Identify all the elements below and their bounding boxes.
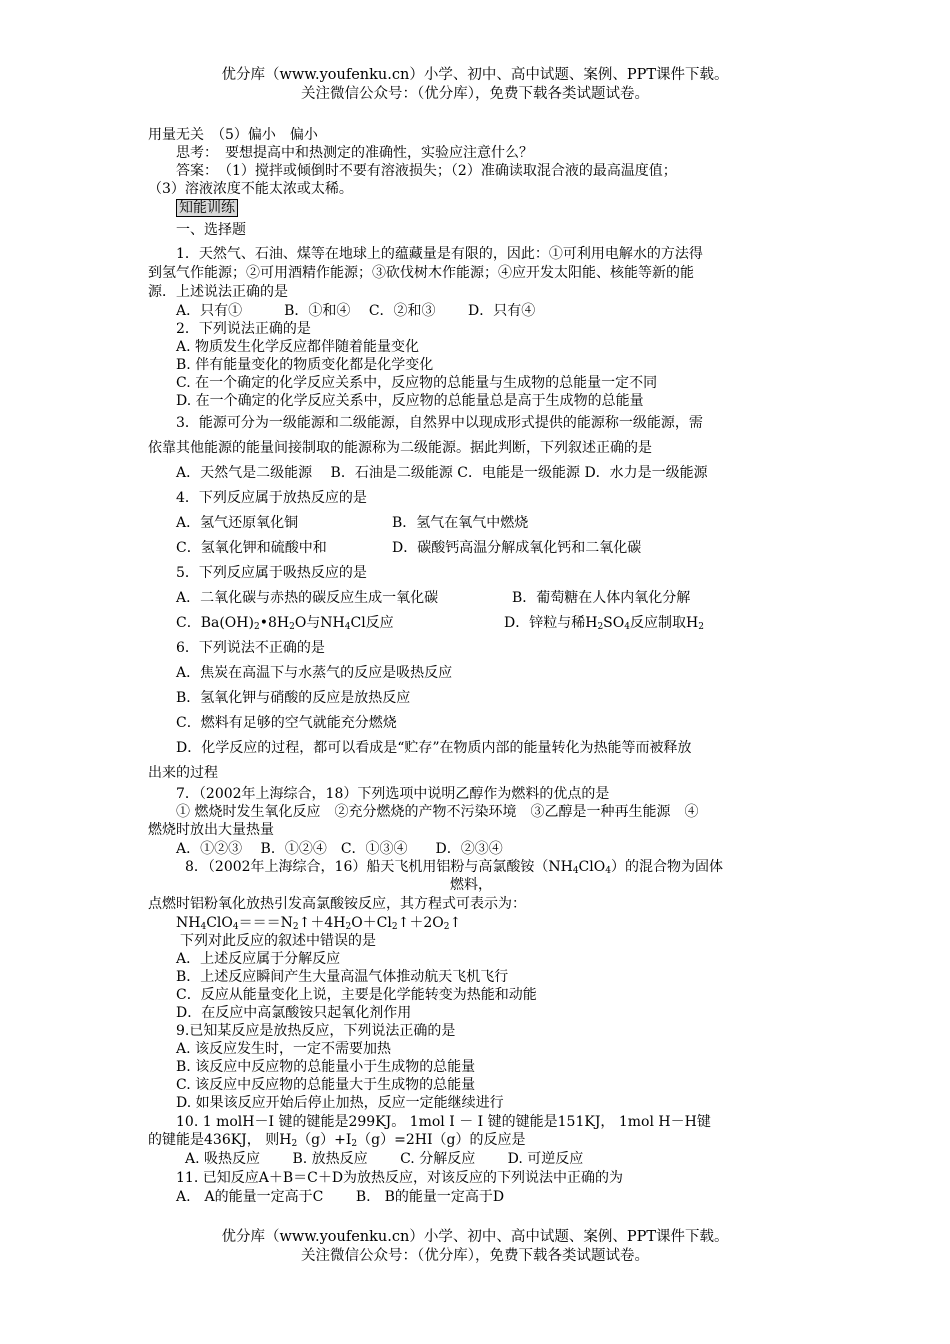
q9-option-b: B. 该反应中反应物的总能量小于生成物的总能量 (176, 1059, 476, 1075)
q8-line-2: 燃料， (450, 877, 492, 893)
q6-option-d-line-1: D．化学反应的过程，都可以看成是“贮存”在物质内部的能量转化为热能等而被释放 (176, 740, 692, 756)
q10-l2-text-1: 的键能是436KJ， 则H (148, 1132, 292, 1148)
q8-eq-text-3: ＝＝＝N (238, 915, 293, 931)
footer-line-2: 关注微信公众号：（优分库），免费下载各类试题试卷。 (301, 1248, 649, 1264)
q8-option-c: C．反应从能量变化上说，主要是化学能转变为热能和动能 (176, 987, 537, 1003)
q8-l1-sub-1: 4 (572, 866, 579, 876)
think-question: 思考： 要想提高中和热测定的准确性，实验应注意什么？ (176, 145, 533, 161)
section-title (176, 199, 238, 217)
header-line-2: 关注微信公众号：（优分库），免费下载各类试题试卷。 (301, 86, 649, 102)
q8-line-1 (185, 858, 723, 876)
q7-line-2: ① 燃烧时发生氧化反应 ②充分燃烧的产物不污染环境 ③乙醇是一种再生能源 ④ (176, 804, 699, 820)
q8-equation (176, 914, 461, 932)
q11-options: A. A的能量一定高于C B. B的能量一定高于D (176, 1189, 505, 1205)
subsection-title: 一、选择题 (176, 222, 246, 238)
q6-option-a: A．焦炭在高温下与水蒸气的反应是吸热反应 (176, 665, 453, 681)
q3-line-2: 依靠其他能源的能量间接制取的能源称为二级能源。据此判断，下列叙述正确的是 (148, 440, 652, 456)
q10-l2-text-3: （g）=2HI（g）的反应是 (357, 1132, 526, 1148)
q3-line-1: 3．能源可分为一级能源和二级能源，自然界中以现成形式提供的能源称一级能源，需 (176, 415, 703, 431)
q8-eq-sub-2: 4 (232, 922, 239, 932)
q5-option-d (504, 614, 704, 632)
q6-option-d-line-2: 出来的过程 (148, 765, 218, 781)
q2-option-b: B. 伴有能量变化的物质变化都是化学变化 (176, 357, 434, 373)
q4-option-c: C．氢氧化钾和硫酸中和 (176, 540, 327, 556)
page-header (0, 66, 950, 104)
q7-line-3: 燃烧时放出大量热量 (148, 822, 274, 838)
q4-option-a: A．氢气还原氧化铜 (176, 515, 299, 531)
q10-line-1: 10. 1 molH－I 键的键能是299KJ。 1mol I － I 键的键能是151KJ， 1mol H－H键 (176, 1114, 711, 1130)
q1-line-3: 源．上述说法正确的是 (148, 284, 288, 300)
q8-stem: 下列对此反应的叙述中错误的是 (180, 933, 376, 949)
q2-option-c: C. 在一个确定的化学反应关系中，反应物的总能量与生成物的总能量一定不同 (176, 375, 658, 391)
q10-l2-sub-2: 2 (351, 1139, 358, 1149)
q8-l1-sub-2: 4 (605, 866, 611, 876)
q8-option-a: A．上述反应属于分解反应 (176, 951, 341, 967)
q5-c-text-4: Cl反应 (350, 615, 394, 631)
page-footer (0, 1228, 950, 1266)
q5-d-sub-1: 2 (597, 622, 604, 632)
q5-c-text-1: C．Ba(OH) (176, 615, 254, 631)
q1-options: A．只有① B．①和④ C．②和③ D．只有④ (176, 303, 536, 319)
q5-option-b: B．葡萄糖在人体内氧化分解 (512, 590, 691, 606)
q9-option-a: A. 该反应发生时，一定不需要加热 (176, 1041, 392, 1057)
q8-l1-text-1: 8．（2002年上海综合，16）船天飞机用铝粉与高氯酸铵（NH (185, 859, 573, 875)
q10-options: A. 吸热反应 B. 放热反应 C. 分解反应 D. 可逆反应 (185, 1151, 584, 1167)
q8-eq-sub-3: 2 (292, 922, 299, 932)
q4-option-b: B．氢气在氧气中燃烧 (392, 515, 529, 531)
q3-options: A．天然气是二级能源 B．石油是二级能源 C．电能是一级能源 D．水力是一级能源 (176, 465, 708, 481)
q8-eq-text-5: O＋Cl (351, 915, 392, 931)
q5-option-c (176, 614, 394, 632)
header-line-1: 优分库（www.youfenku.cn）小学、初中、高中试题、案例、PPT课件下载。 (221, 67, 729, 83)
answer-line-2: （3）溶液浓度不能太浓或太稀。 (148, 181, 353, 197)
q5-c-text-3: O与NH (294, 615, 345, 631)
q8-l1-text-2: ClO (578, 859, 606, 875)
q4-stem: 4．下列反应属于放热反应的是 (176, 490, 367, 506)
q5-d-sub-3: 2 (698, 622, 704, 632)
q9-option-c: C. 该反应中反应物的总能量大于生成物的总能量 (176, 1077, 476, 1093)
section-title-label: 知能训练 (176, 199, 238, 217)
q6-option-b: B．氢氧化钾与硝酸的反应是放热反应 (176, 690, 411, 706)
q1-line-2: 到氢气作能源；②可用酒精作能源；③砍伐树木作能源；④应开发太阳能、核能等新的能 (148, 265, 694, 281)
q5-option-a: A．二氧化碳与赤热的碳反应生成一氧化碳 (176, 590, 439, 606)
q8-eq-text-1: NH (176, 915, 201, 931)
q8-eq-text-4: ↑＋4H (298, 915, 346, 931)
q5-c-text-2: •8H (259, 615, 290, 631)
q8-l1-text-3: ）的混合物为固体 (610, 859, 723, 875)
q5-d-text-1: D．锌粒与稀H (504, 615, 598, 631)
q7-stem: 7．（2002年上海综合，18）下列选项中说明乙醇作为燃料的优点的是 (176, 786, 610, 802)
q10-line-2 (148, 1131, 525, 1149)
q8-eq-sub-6: 2 (443, 922, 450, 932)
q9-stem: 9.已知某反应是放热反应，下列说法正确的是 (176, 1023, 456, 1039)
q6-option-c: C．燃料有足够的空气就能充分燃烧 (176, 715, 397, 731)
q5-c-sub-1: 2 (253, 622, 260, 632)
q7-options: A．①②③ B．①②④ C．①③④ D．②③④ (176, 841, 503, 857)
q2-option-d: D. 在一个确定的化学反应关系中，反应物的总能量总是高于生成物的总能量 (176, 393, 644, 409)
q5-stem: 5．下列反应属于吸热反应的是 (176, 565, 367, 581)
q5-d-text-2: SO (603, 615, 625, 631)
q5-c-sub-2: 2 (289, 622, 295, 632)
q2-option-a: A. 物质发生化学反应都伴随着能量变化 (176, 339, 420, 355)
q8-eq-text-2: ClO (206, 915, 233, 931)
q8-eq-sub-1: 4 (200, 922, 207, 932)
q10-l2-sub-1: 2 (291, 1139, 298, 1149)
q10-l2-text-2: （g）+I (297, 1132, 352, 1148)
q11-stem: 11. 已知反应A＋B＝C＋D为放热反应，对该反应的下列说法中正确的为 (176, 1170, 624, 1186)
q6-stem: 6．下列说法不正确的是 (176, 640, 325, 656)
q2-stem: 2．下列说法正确的是 (176, 321, 311, 337)
q5-d-sub-2: 4 (624, 622, 630, 632)
q5-c-sub-3: 4 (344, 622, 351, 632)
q4-option-d: D．碳酸钙高温分解成氧化钙和二氧化碳 (392, 540, 642, 556)
q9-option-d: D. 如果该反应开始后停止加热，反应一定能继续进行 (176, 1095, 504, 1111)
q8-eq-text-6: ↑＋2O (397, 915, 444, 931)
q8-eq-sub-5: 2 (391, 922, 398, 932)
answer-line-1: 答案： （1）搅拌或倾倒时不要有溶液损失；（2）准确读取混合液的最高温度值； (176, 163, 677, 179)
q8-eq-text-7: ↑ (449, 915, 462, 931)
footer-line-1: 优分库（www.youfenku.cn）小学、初中、高中试题、案例、PPT课件下载。 (221, 1229, 729, 1245)
q8-option-d: D．在反应中高氯酸铵只起氧化剂作用 (176, 1005, 412, 1021)
q5-d-text-3: 反应制取H (629, 615, 699, 631)
q8-line-3: 点燃时铝粉氧化放热引发高氯酸铵反应，其方程式可表示为： (148, 896, 526, 912)
q8-option-b: B．上述反应瞬间产生大量高温气体推动航天飞机飞行 (176, 969, 509, 985)
q8-eq-sub-4: 2 (345, 922, 352, 932)
prev-answer-tail: 用量无关 （5）偏小 偏小 (148, 127, 318, 143)
q1-line-1: 1．天然气、石油、煤等在地球上的蕴藏量是有限的，因此：①可利用电解水的方法得 (176, 246, 703, 262)
